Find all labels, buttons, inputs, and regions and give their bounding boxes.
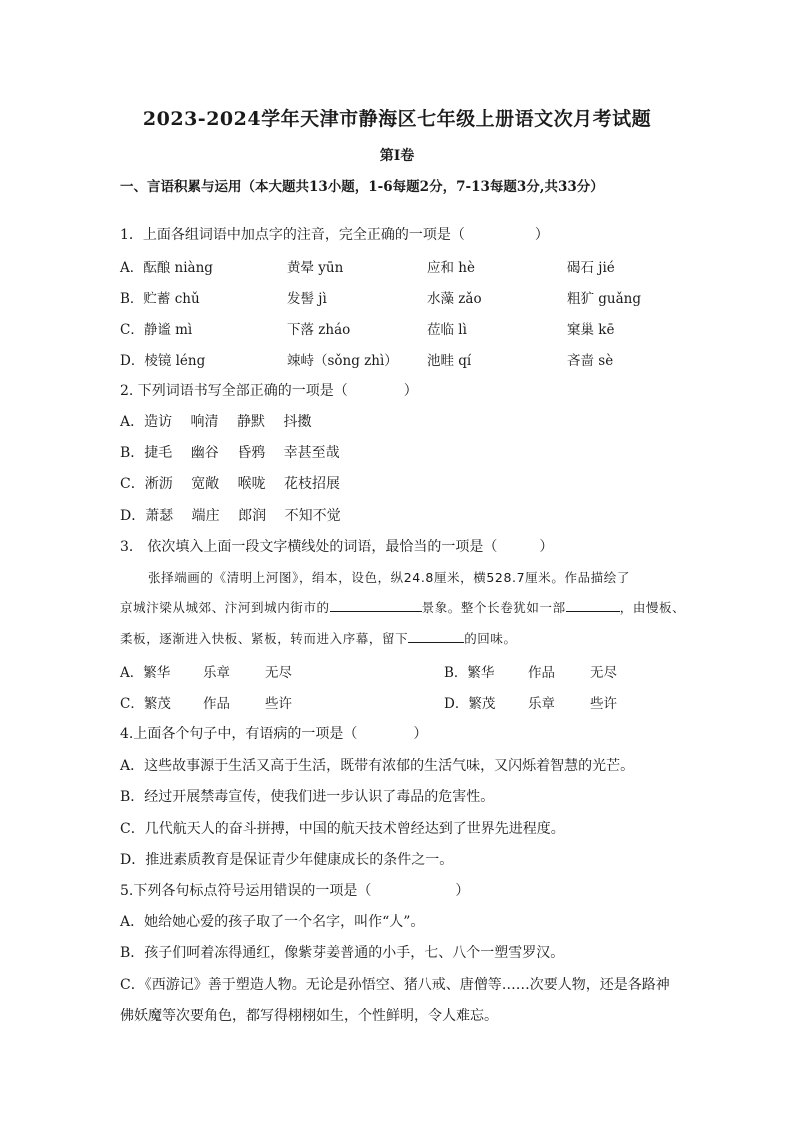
q4-stem: 4.上面各个句子中，有语病的一项是（ ） [120,726,428,742]
q1-option-a-3: 应和 hè [427,260,475,276]
volume-label: 第Ⅰ卷 [379,148,415,164]
q3-passage-line-1: 张择端画的《清明上河图》，绢本，设色，纵24.8厘米，横528.7厘米。作品描绘了 [148,570,630,585]
q1-option-b-1: B．贮蓄 chǔ [120,291,200,307]
q2-option-d: D．萧瑟 端庄 郎润 不知不觉 [120,508,341,524]
q3-passage-text: ，由慢板、 [619,600,686,615]
q3-option-a-2: 乐章 [203,665,230,681]
q4-option-b: B．经过开展禁毒宣传，使我们进一步认识了毒品的危害性。 [120,789,495,805]
q3-passage-text: 景象。整个长卷犹如一部 [421,600,566,615]
q4-option-d: D．推进素质教育是保证青少年健康成长的条件之一。 [120,852,454,868]
section-heading: 一、言语积累与运用（本大题共13小题，1-6每题2分，7-13每题3分,共33分） [120,179,604,195]
q3-option-b-2: 作品 [528,665,555,681]
q5-stem: 5.下列各句标点符号运用错误的一项是（ ） [120,883,470,899]
q1-option-d-2: 竦峙（sǒng zhì） [287,353,398,369]
page-title: 2023-2024学年天津市静海区七年级上册语文次月考试题 [142,108,652,130]
q3-option-c-3: 些许 [265,696,292,712]
q3-passage-line-3 [120,629,517,647]
q5-option-c: C．《西游记》善于塑造人物。无论是孙悟空、猪八戒、唐僧等……次要人物，还是各路神 [120,977,670,993]
q1-option-b-4: 粗犷 guǎng [567,291,642,307]
q3-passage-text: 柔板，逐渐进入快板、紧板，转而进入序幕，留下 [120,631,409,646]
q3-option-a-1: A．繁华 [120,665,171,681]
q3-option-c-1: C．繁茂 [120,696,171,712]
q3-option-d-3: 些许 [590,696,617,712]
q2-option-b: B．捷毛 幽谷 昏鸦 幸甚至哉 [120,445,340,461]
q4-option-a: A．这些故事源于生活又高于生活，既带有浓郁的生活气味，又闪烁着智慧的光芒。 [120,758,635,774]
q3-stem: 3． 依次填入上面一段文字横线处的词语，最恰当的一项是（ ） [120,539,554,555]
q1-option-b-3: 水藻 zǎo [427,291,482,307]
q3-option-b-1: B．繁华 [444,665,495,681]
q2-stem: 2. 下列词语书写全部正确的一项是（ ） [120,383,418,399]
q1-option-a-4: 碣石 jié [567,260,615,276]
q3-option-a-3: 无尽 [265,665,292,681]
q2-option-a: A．造访 响清 静默 抖擞 [120,414,312,430]
q5-option-c-continued: 佛妖魔等次要角色，都写得栩栩如生，个性鲜明，令人难忘。 [120,1008,498,1024]
q5-option-b: B．孩子们呵着冻得通红，像紫芽姜普通的小手，七、八个一塑雪罗汉。 [120,945,565,961]
q1-option-a-1: A．酝酿 niàng [120,260,213,276]
q2-option-c: C．淅沥 宽敞 喉咙 花枝招展 [120,476,341,492]
q3-option-b-3: 无尽 [590,665,617,681]
q3-blank-3[interactable] [408,630,464,643]
q1-option-c-4: 窠巢 kē [567,322,615,338]
q1-option-a-2: 黄晕 yūn [287,260,344,276]
q4-option-c: C．几代航天人的奋斗拼搏，中国的航天技术曾经达到了世界先进程度。 [120,821,565,837]
q1-stem: 1．上面各组词语中加点字的注音，完全正确的一项是（ ） [120,227,549,243]
q1-option-c-1: C．静谧 mì [120,322,193,338]
q1-option-d-4: 吝啬 sè [567,353,614,369]
q3-option-d-2: 乐章 [528,696,555,712]
q1-option-d-3: 池畦 qí [427,353,472,369]
q3-passage-text: 的回味。 [464,631,517,646]
q3-passage-line-2 [120,598,685,616]
q1-option-d-1: D．棱镜 léng [120,353,206,369]
q3-option-d-1: D．繁茂 [444,696,496,712]
q1-option-c-2: 下落 zháo [287,322,351,338]
q1-option-b-2: 发髻 jì [287,291,327,307]
q3-passage-text: 京城汴梁从城郊、汴河到城内街市的 [120,600,330,615]
q3-blank-2[interactable] [566,599,620,612]
q5-option-a: A．她给她心爱的孩子取了一个名字，叫作“人”。 [120,914,425,930]
q3-option-c-2: 作品 [203,696,230,712]
q1-option-c-3: 莅临 lì [427,322,467,338]
q3-blank-1[interactable] [330,599,422,612]
